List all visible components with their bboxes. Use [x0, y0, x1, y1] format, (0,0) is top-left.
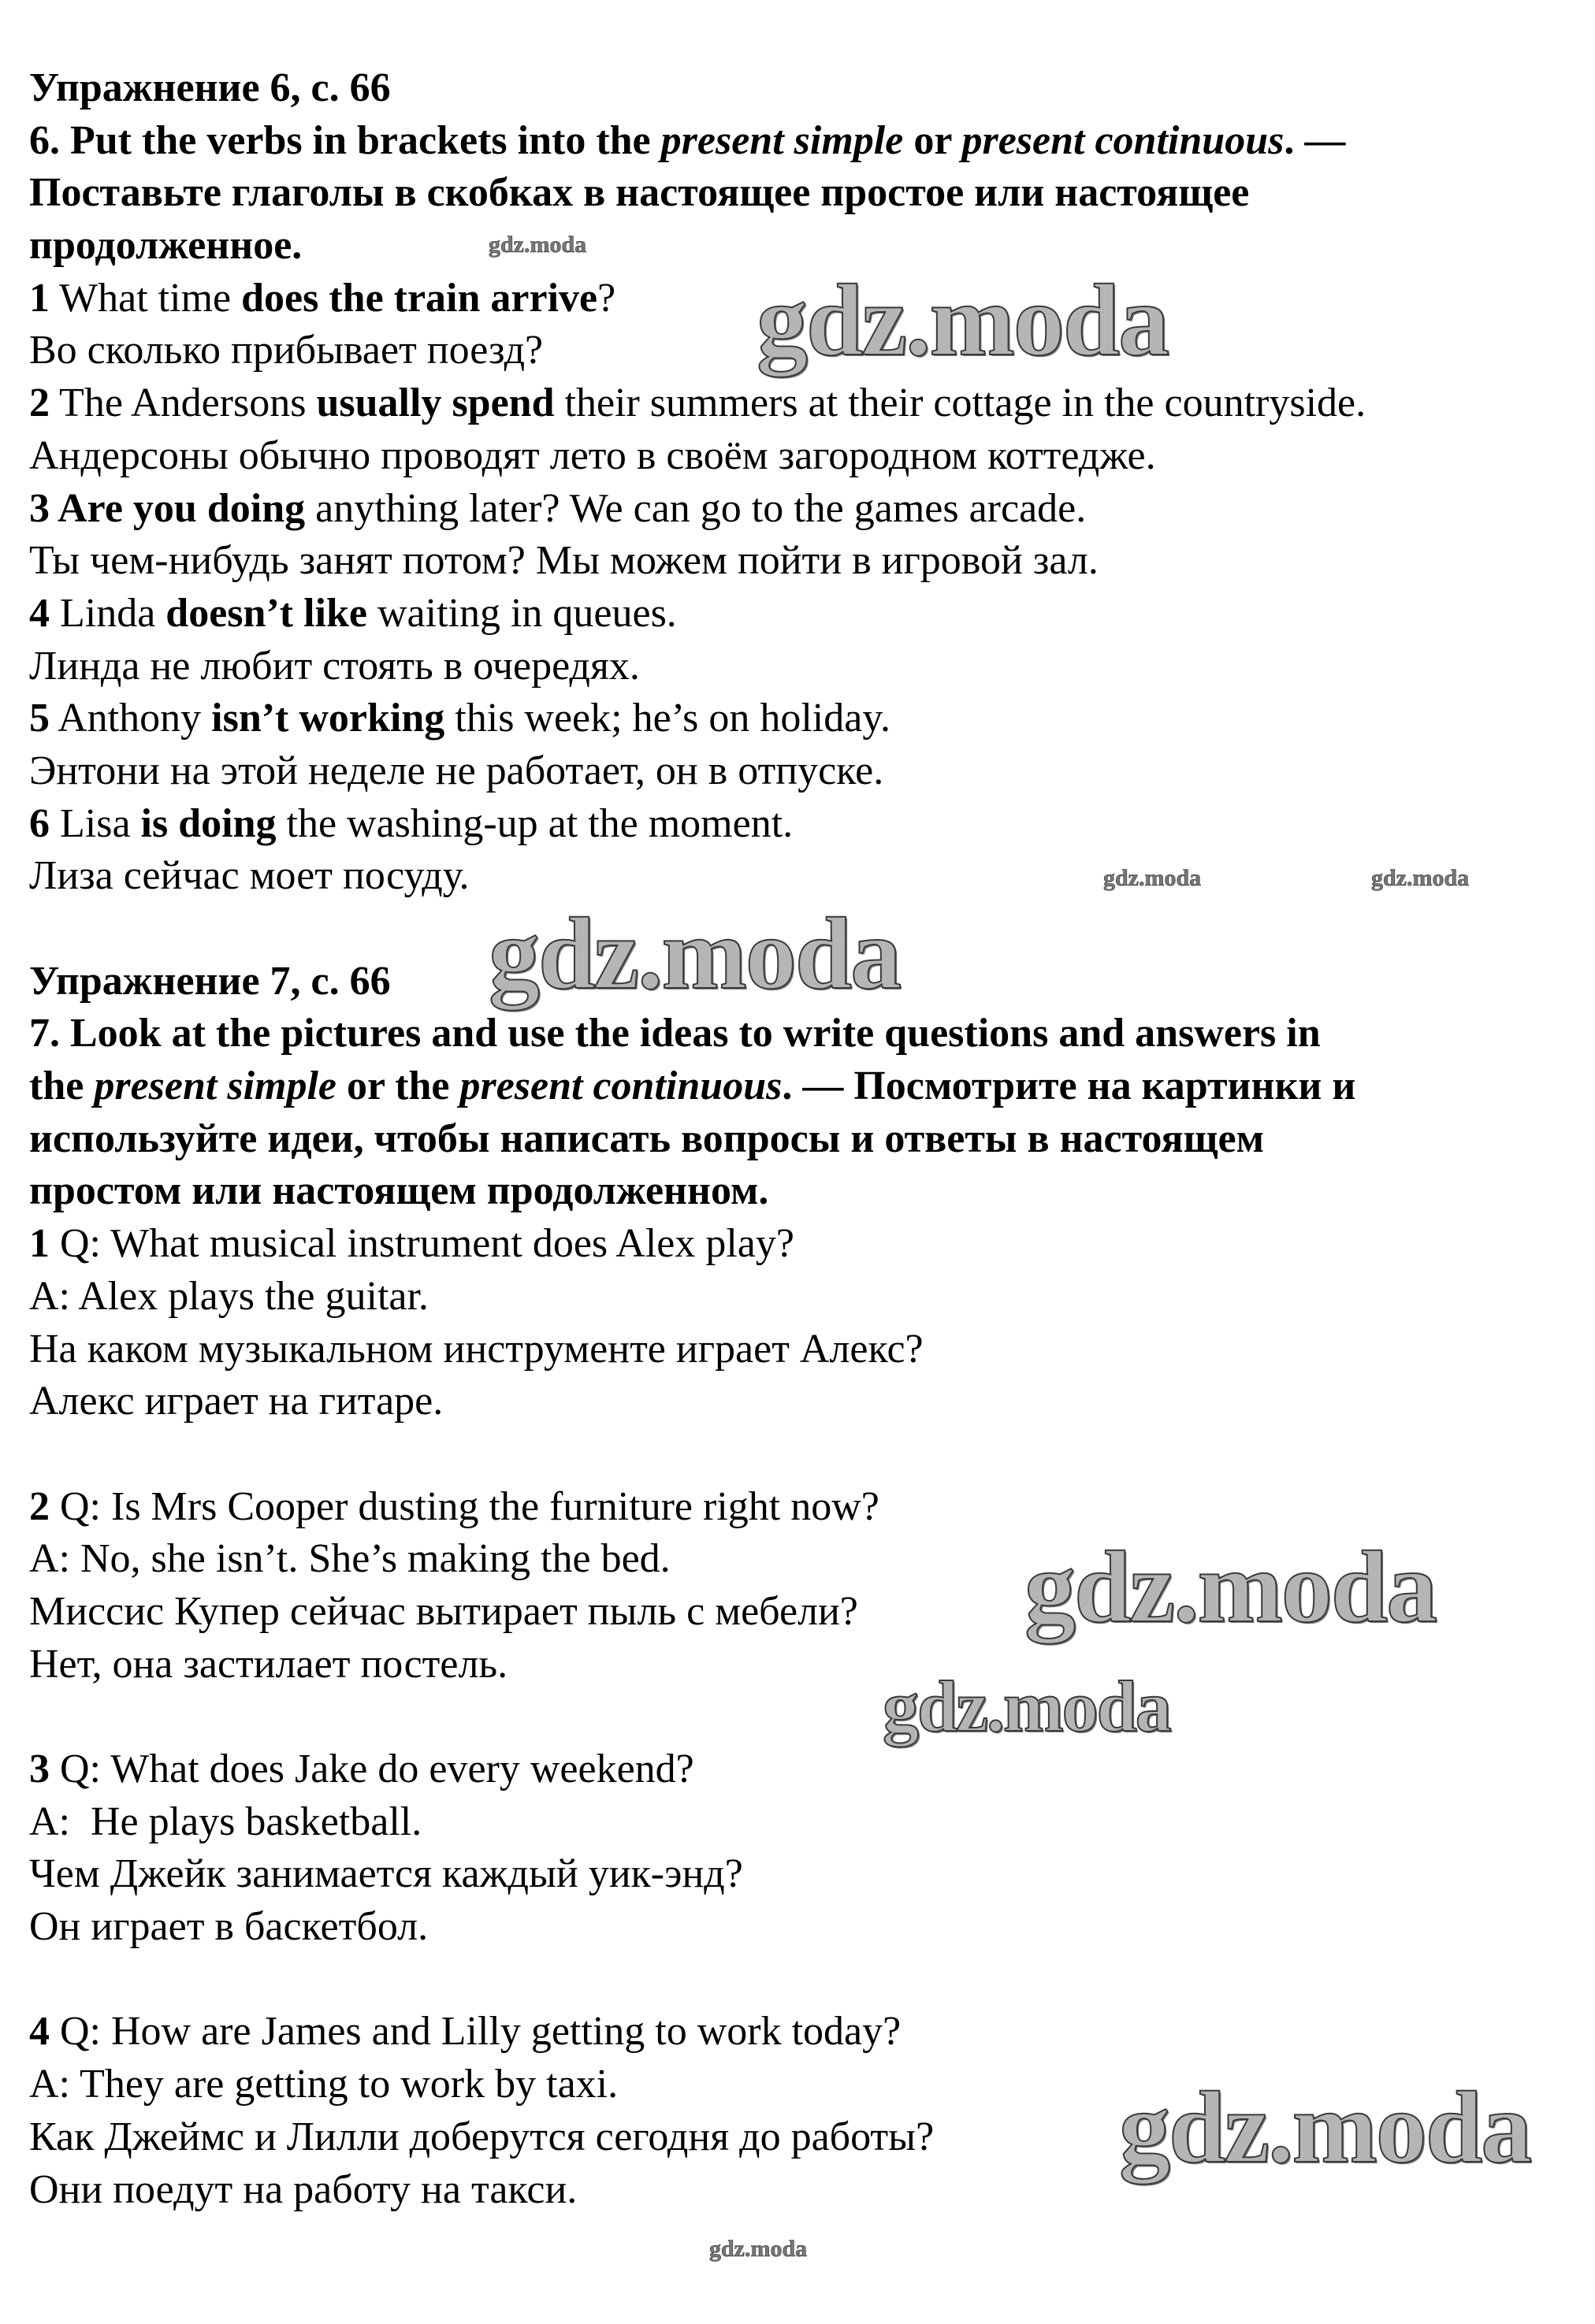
emphasis-text: present simple — [94, 1064, 336, 1109]
bold-text: or — [903, 117, 962, 163]
watermark: gdz.moda — [489, 897, 901, 1011]
body-text: Алекс играет на гитаре. — [29, 1379, 444, 1424]
text-line — [29, 692, 1595, 745]
bold-text: Упражнение 7, с. 66 — [29, 958, 391, 1004]
watermark: gdz.moda — [757, 264, 1169, 377]
text-line — [29, 1060, 1595, 1113]
body-text: A: He plays basketball. — [29, 1799, 422, 1844]
body-text: A: Alex plays the guitar. — [29, 1273, 429, 1319]
text-line — [29, 850, 1595, 903]
bold-text: Упражнение 6, с. 66 — [29, 65, 391, 110]
body-text: Миссис Купер сейчас вытирает пыль с мебели? — [29, 1588, 858, 1634]
bold-text: . — — [1284, 117, 1346, 163]
bold-text: or the — [336, 1064, 460, 1109]
watermark: gdz.moda — [1024, 1531, 1437, 1644]
text-line — [29, 1375, 1595, 1428]
body-text: Андерсоны обычно проводят лето в своём загородном коттедже. — [29, 433, 1156, 478]
bold-text: is doing — [140, 800, 277, 846]
text-line — [29, 1743, 1595, 1796]
text-line — [29, 798, 1595, 851]
bold-text: 3 — [29, 1747, 50, 1791]
body-text: ? — [597, 275, 616, 321]
text-line — [29, 1323, 1595, 1376]
bold-text: 4 — [29, 2009, 50, 2055]
bold-text: 1 — [29, 275, 50, 321]
body-text: Q: Is Mrs Cooper dusting the furniture right now? — [50, 1483, 879, 1529]
body-text: Линда не любит стоять в очередях. — [29, 643, 640, 689]
body-text: Lisa — [50, 800, 141, 846]
blank-line — [29, 1428, 1595, 1481]
body-text: A: No, she isn’t. She’s making the bed. — [29, 1536, 671, 1582]
text-line — [29, 1218, 1595, 1271]
blank-line — [29, 1691, 1595, 1743]
body-text: Энтони на этой неделе не работает, он в отпуске. — [29, 748, 884, 793]
body-text: Во сколько прибывает поезд? — [29, 328, 544, 373]
bold-text: простом или настоящем продолженном. — [29, 1168, 769, 1214]
text-line — [29, 1901, 1595, 1954]
body-text: На каком музыкальном инструменте играет Алекс? — [29, 1326, 924, 1372]
emphasis-text: present continuous — [459, 1064, 783, 1109]
text-line — [29, 745, 1595, 798]
bold-text: 2 — [29, 1483, 50, 1529]
bold-text: does the train arrive — [241, 275, 598, 321]
text-line — [29, 588, 1595, 640]
bold-text: 7. Look at the pictures and use the ideas to write questions and answers in — [29, 1011, 1321, 1056]
text-line — [29, 115, 1595, 168]
text-line — [29, 377, 1595, 430]
text-line — [29, 1113, 1595, 1166]
text-line — [29, 1639, 1595, 1691]
watermark: gdz.moda — [1371, 865, 1470, 891]
bold-text: . — Посмотрите на картинки и — [782, 1064, 1356, 1109]
bold-text: 3 Are you doing — [29, 485, 306, 531]
emphasis-text: present simple — [660, 117, 904, 163]
text-line — [29, 1481, 1595, 1534]
watermark: gdz.moda — [1119, 2071, 1531, 2185]
emphasis-text: present continuous — [961, 117, 1285, 163]
bold-text: 6 — [29, 800, 50, 846]
bold-text: продолженное. — [29, 223, 303, 269]
text-line — [29, 430, 1595, 483]
text-line — [29, 483, 1595, 536]
body-text: Чем Джейк занимается каждый уик-энд? — [29, 1851, 743, 1897]
body-text: Linda — [50, 590, 166, 636]
text-line — [29, 2006, 1595, 2059]
bold-text: Поставьте глаголы в скобках в настоящее простое или настоящее — [29, 170, 1250, 216]
watermark: gdz.moda — [883, 1666, 1170, 1747]
watermark: gdz.moda — [489, 232, 587, 258]
body-text: Он играет в баскетбол. — [29, 1904, 429, 1950]
body-text: anything later? We can go to the games arcade. — [305, 485, 1087, 531]
body-text: their summers at their cottage in the countryside. — [554, 381, 1366, 426]
bold-text: 5 — [29, 696, 50, 741]
body-text: this week; he’s on holiday. — [444, 696, 890, 741]
bold-text: the — [29, 1064, 95, 1109]
body-text: Нет, она застилает постель. — [29, 1641, 508, 1687]
blank-line — [29, 1954, 1595, 2007]
bold-text: 1 — [29, 1221, 50, 1267]
body-text: A: They are getting to work by taxi. — [29, 2062, 619, 2107]
watermark: gdz.moda — [709, 2236, 808, 2262]
body-text: What time — [50, 275, 242, 321]
bold-text: 4 — [29, 590, 50, 636]
bold-text: 2 — [29, 381, 50, 426]
bold-text: doesn’t like — [165, 590, 367, 636]
text-line — [29, 62, 1595, 115]
text-line — [29, 1848, 1595, 1901]
text-line — [29, 1165, 1595, 1218]
bold-text: используйте идеи, чтобы написать вопросы и ответы в настоящем — [29, 1116, 1265, 1161]
text-line — [29, 535, 1595, 588]
exercise-page — [29, 62, 1595, 2216]
text-line — [29, 1271, 1595, 1323]
text-line — [29, 1008, 1595, 1060]
body-text: Лиза сейчас моет посуду. — [29, 853, 470, 899]
body-text: the washing-up at the moment. — [276, 800, 794, 846]
watermark: gdz.moda — [1103, 865, 1202, 891]
bold-text: usually spend — [316, 381, 555, 426]
body-text: Ты чем-нибудь занят потом? Мы можем пойти в игровой зал. — [29, 538, 1099, 584]
body-text: Q: What musical instrument does Alex play? — [50, 1221, 794, 1267]
body-text: Q: How are James and Lilly getting to work today? — [50, 2009, 902, 2055]
text-line — [29, 640, 1595, 693]
bold-text: isn’t working — [211, 696, 445, 741]
body-text: Anthony — [50, 696, 212, 741]
bold-text: 6. Put the verbs in brackets into the — [29, 117, 661, 163]
body-text: waiting in queues. — [366, 590, 677, 636]
text-line — [29, 1796, 1595, 1849]
body-text: Они поедут на работу на такси. — [29, 2166, 578, 2212]
body-text: Q: What does Jake do every weekend? — [50, 1747, 694, 1791]
text-line — [29, 167, 1595, 220]
body-text: The Andersons — [50, 381, 317, 426]
body-text: Как Джеймс и Лилли доберутся сегодня до работы? — [29, 2114, 935, 2159]
